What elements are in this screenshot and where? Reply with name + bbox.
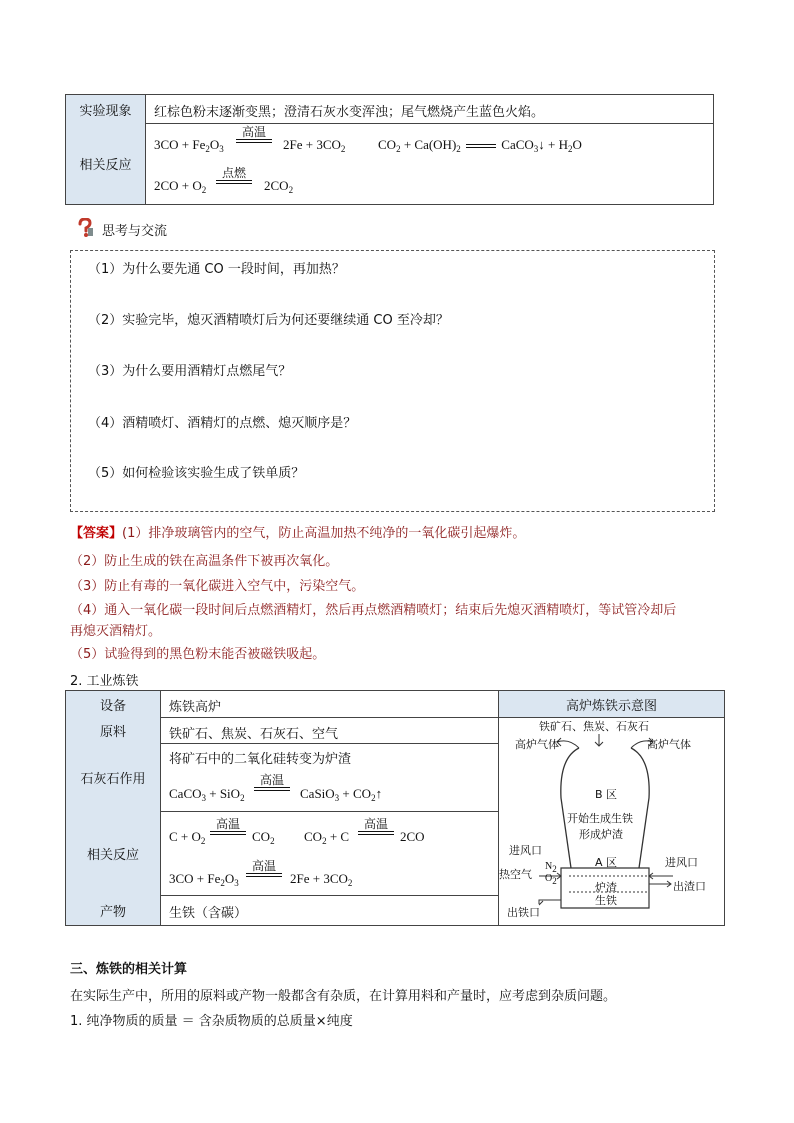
answer-4: （4）通入一氧化碳一段时间后点燃酒精灯，然后再点燃酒精喷灯；结束后先熄灭酒精喷灯，等试管冷却后 [70,603,677,618]
limestone-products: CaSiO$_3$ + $CO_2↑$ [300,786,383,803]
limestone-label: 石灰石作用 [66,743,161,811]
iron-layer: 生铁 [595,894,617,907]
think-title: 思考与交流 [102,224,168,239]
experiment-table [65,94,714,205]
reaction-3-product: $2CO_2$ [264,178,294,195]
phenomenon-text: 红棕色粉末逐渐变黑；澄清石灰水变浑浊；尾气燃烧产生蓝色火焰。 [154,105,545,120]
section-2-title: 2. 工业炼铁 [70,674,139,689]
slag-layer: 炉渣 [595,881,617,894]
limestone-condition: 高温 [254,773,290,791]
product-label: 产物 [66,895,161,925]
reaction-3: $2CO + O_2$ [154,178,207,195]
section-3-formula: 1. 纯净物质的质量 ＝ 含杂质物质的总质量×纯度 [70,1014,353,1029]
reaction-a-condition: 高温 [210,817,246,835]
o2-label: $O_2$ [545,873,557,886]
ironmaking-table [65,690,725,926]
reaction-2: $CO_2 + Ca(OH)_2$ CaCO$_3$↓ + $H_2O$ [378,137,582,154]
question-mark-icon [76,218,94,238]
reaction-b-product: 2CO [400,829,425,844]
gas-left: 高炉气体 [515,738,559,751]
question-2: （2）实验完毕，熄灭酒精喷灯后为何还要继续通 CO 至冷却？ [88,313,449,328]
gas-right: 高炉气体 [647,738,691,751]
raw-label: 原料 [66,717,161,743]
zone-b-text-1: 开始生成生铁 [567,812,633,825]
answer-1: 【答案】(1）排净玻璃管内的空气，防止高温加热不纯净的一氧化碳引起爆炸。 [70,526,526,541]
inlet-right: 进风口 [665,856,698,869]
phenomenon-label: 实验现象 [66,95,146,123]
reaction-label: 相关反应 [66,123,146,204]
reaction-a: $C + O_2$ [169,829,206,846]
inlet-left: 进风口 [509,844,542,857]
question-5: （5）如何检验该实验生成了铁单质？ [88,466,305,481]
reaction-c-condition: 高温 [246,859,282,877]
zone-a: A 区 [595,856,618,869]
section-3-title: 三、炼铁的相关计算 [70,962,188,977]
limestone-text: 将矿石中的二氧化硅转变为炉渣 [169,752,352,767]
reaction-1-condition: 高温 [236,125,272,143]
answer-3: （3）防止有毒的一氧化碳进入空气中，污染空气。 [70,579,365,594]
answer-2: （2）防止生成的铁在高温条件下被再次氧化。 [70,554,339,569]
question-3: （3）为什么要用酒精灯点燃尾气？ [88,364,292,379]
furnace-top-label: 铁矿石、焦炭、石灰石 [539,720,649,733]
question-4: （4）酒精喷灯、酒精灯的点燃、熄灭顺序是？ [88,416,357,431]
n2-label: $N_2$ [545,861,557,874]
reaction-b: $CO_2 + C$ [304,829,350,846]
zone-b-text-2: 形成炉渣 [579,828,623,841]
section-3-paragraph: 在实际生产中，所用的原料或产物一般都含有杂质，在计算用料和产量时，应考虑到杂质问题。 [70,989,617,1004]
row-divider [66,123,713,124]
reaction-3-condition: 点燃 [216,166,252,184]
question-1: （1）为什么要先通 CO 一段时间，再加热？ [88,262,345,277]
figure-title: 高炉炼铁示意图 [498,691,724,717]
reaction-c: $3CO + Fe_2O_3$ [169,871,239,888]
equipment-label: 设备 [66,691,161,717]
reaction-1: $3CO + Fe_2O_3$ [154,137,224,154]
reactions-label: 相关反应 [66,811,161,895]
product-value: 生铁（含碳） [169,906,248,921]
limestone-reaction: CaCO$_3$ + SiO$_2$ [169,786,245,803]
answer-4-cont: 再熄灭酒精灯。 [70,624,162,639]
reaction-b-condition: 高温 [358,817,394,835]
slag-outlet: 出渣口 [673,880,706,893]
raw-value: 铁矿石、焦炭、石灰石、空气 [169,727,339,742]
equipment-value: 炼铁高炉 [169,700,222,715]
reaction-c-product: $2Fe + 3CO_2$ [290,871,353,888]
answer-5: （5）试验得到的黑色粉末能否被磁铁吸起。 [70,647,326,662]
reaction-1-product: $2Fe + 3CO_2$ [283,137,346,154]
iron-outlet: 出铁口 [507,906,540,919]
reaction-a-product: $CO_2$ [252,829,275,846]
blast-furnace-diagram [499,718,723,924]
zone-b: B 区 [595,788,618,801]
hot-air: 热空气 [499,868,532,881]
